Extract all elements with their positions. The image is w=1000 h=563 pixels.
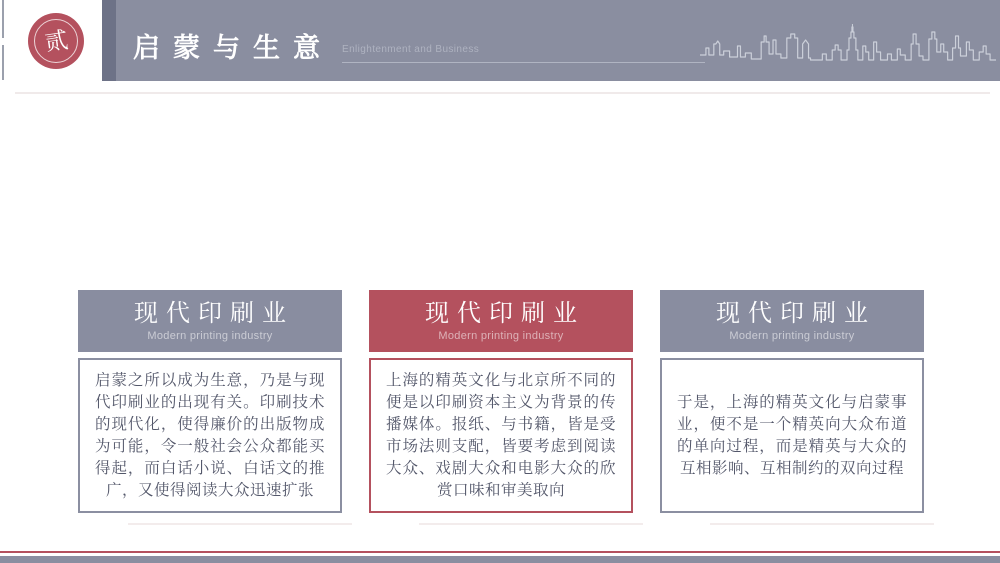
left-edge-line	[2, 0, 4, 38]
column-1-subtitle: Modern printing industry	[147, 330, 273, 343]
column-2-title: 现代印刷业	[425, 299, 585, 327]
column-1-body-text: 启蒙之所以成为生意，乃是与现代印刷业的出现有关。印刷技术的现代化，使得廉价的出版物成为可能，令一般社会公众都能买得起，而白话小说、白话文的推广，又使得阅读大众迅速扩张	[95, 371, 325, 499]
column-2-body-text: 上海的精英文化与北京所不同的便是以印刷资本主义为背景的传播媒体。报纸、与书籍，皆是受市场法则支配，皆要考虑到阅读大众、戏剧大众和电影大众的欣赏口味和审美取向	[386, 371, 616, 499]
column-3-subtitle: Modern printing industry	[729, 330, 855, 343]
section-badge-box	[7, 0, 102, 81]
subtitle-underline	[342, 62, 705, 63]
column-3-header	[660, 290, 924, 352]
city-skyline-icon	[700, 24, 996, 66]
column-3-title: 现代印刷业	[716, 299, 876, 327]
column-1-title: 现代印刷业	[134, 299, 294, 327]
left-edge-line	[2, 45, 4, 80]
column-1	[78, 290, 342, 513]
column-2	[369, 290, 633, 513]
slide-title: 启蒙与生意	[133, 33, 333, 63]
column-1-header	[78, 290, 342, 352]
header-shadow-line	[15, 92, 990, 94]
column-2-subtitle: Modern printing industry	[438, 330, 564, 343]
column-2-header	[369, 290, 633, 352]
column-2-shadow	[419, 523, 643, 525]
column-2-text-box	[369, 358, 633, 513]
slide-subtitle: Enlightenment and Business	[342, 44, 480, 55]
section-number-badge	[28, 13, 84, 69]
column-1-text-box	[78, 358, 342, 513]
column-3-text-box	[660, 358, 924, 513]
footer-bar	[0, 556, 1000, 563]
footer-accent-line	[0, 551, 1000, 553]
column-3-body-text: 于是，上海的精英文化与启蒙事业，便不是一个精英向大众布道的单向过程，而是精英与大众的互相影响、互相制约的双向过程	[677, 393, 907, 477]
header-accent-bar	[102, 0, 116, 81]
column-3	[660, 290, 924, 513]
column-3-shadow	[710, 523, 934, 525]
section-number: 贰	[42, 26, 70, 55]
column-1-shadow	[128, 523, 352, 525]
